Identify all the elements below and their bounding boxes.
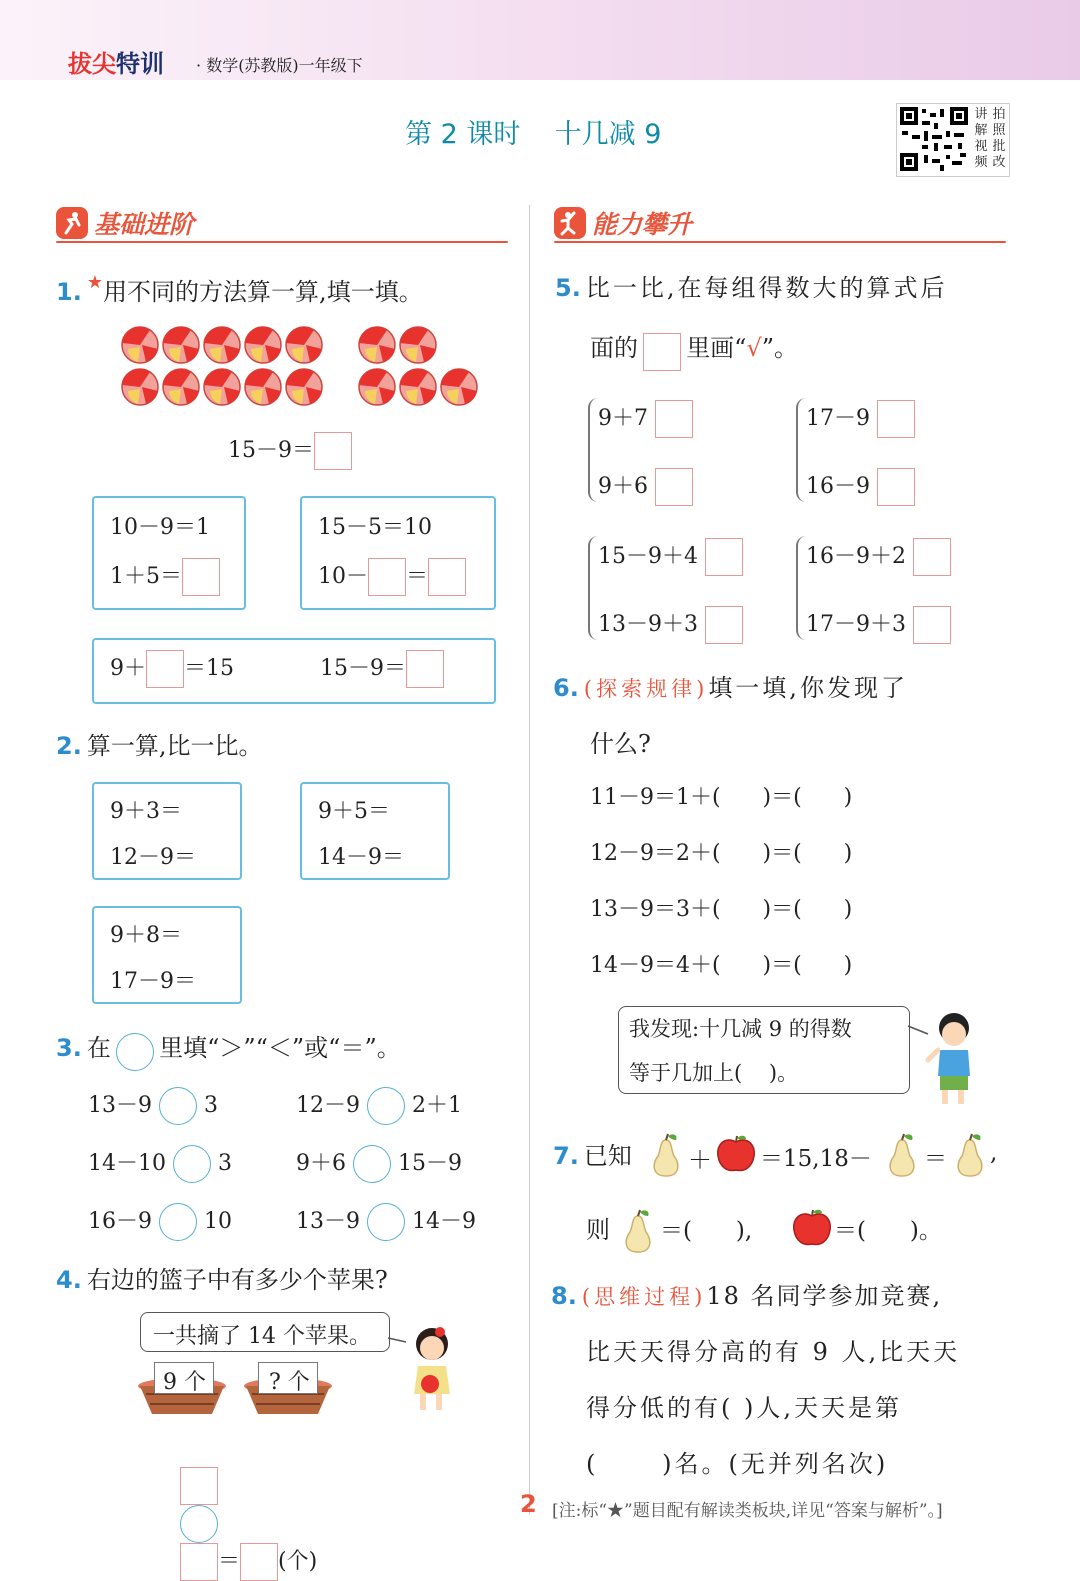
q3-row-3a: 16－9 10	[88, 1203, 232, 1241]
qr-code[interactable]	[896, 103, 1010, 177]
runner-icon	[56, 207, 88, 239]
check-box[interactable]	[705, 538, 743, 576]
section-underline	[554, 241, 1006, 243]
answer-box[interactable]	[406, 650, 444, 688]
check-box[interactable]	[655, 400, 693, 438]
pear-icon	[646, 1132, 686, 1178]
pear-icon	[618, 1204, 658, 1254]
check-box[interactable]	[913, 538, 951, 576]
qr-code-icon	[900, 107, 968, 171]
q3-row-3b: 13－9 14－9	[296, 1203, 476, 1241]
q6-row[interactable]: 12－9＝2＋( )＝( )	[590, 841, 853, 866]
q6-row[interactable]: 11－9＝1＋( )＝( )	[590, 785, 853, 810]
q6-speech-bubble: 我发现:十几减 9 的得数 等于几加上( )。	[618, 1006, 910, 1094]
answer-box[interactable]	[428, 558, 466, 596]
q3-row-2b: 9＋6 15－9	[296, 1145, 462, 1183]
q8-line2: 比天天得分高的有 9 人,比天天	[586, 1338, 961, 1366]
basket-label-2: ? 个	[258, 1362, 318, 1394]
answer-box[interactable]	[240, 1543, 278, 1581]
basket-label-1: 9 个	[154, 1362, 214, 1394]
answer-box[interactable]	[180, 1543, 218, 1581]
check-box[interactable]	[877, 400, 915, 438]
compare-circle[interactable]	[367, 1087, 405, 1125]
compare-circle[interactable]	[353, 1145, 391, 1183]
check-box[interactable]	[877, 468, 915, 506]
girl-icon	[386, 1318, 464, 1418]
q4-speech-bubble: 一共摘了 14 个苹果。	[140, 1312, 390, 1352]
check-box[interactable]	[655, 468, 693, 506]
check-icon: √	[746, 334, 762, 362]
lesson-title: 第 2 课时 十几减 9	[405, 119, 662, 150]
q8-prompt: 8. (思维过程)18 名同学参加竞赛,	[551, 1282, 943, 1310]
q3-prompt: 3. 在 里填“＞”“＜”或“＝”。	[56, 1028, 401, 1071]
q6-row[interactable]: 13－9＝3＋( )＝( )	[590, 897, 853, 922]
column-divider	[529, 205, 530, 1515]
q2-prompt: 2. 算一算,比一比。	[56, 732, 263, 760]
q3-row-2a: 14－10 3	[88, 1145, 232, 1183]
book-title: · 数学(苏教版)一年级下	[196, 56, 363, 75]
q7-prompt: 7. 已知	[553, 1142, 632, 1170]
apple-icon	[790, 1206, 834, 1250]
section-advanced	[554, 205, 1006, 245]
page-number: 2	[520, 1490, 537, 1518]
q3-row-1a: 13－9 3	[88, 1087, 218, 1125]
apple-icon	[714, 1132, 758, 1176]
pear-icon	[950, 1132, 990, 1178]
equals-sign: ＝	[924, 1146, 947, 1172]
q7-answer-apple[interactable]: ＝( )。	[834, 1218, 942, 1244]
q1-method-c: 9＋ ＝15 15－9＝	[92, 638, 496, 704]
plus-sign: ＋	[688, 1146, 712, 1174]
q2-box-1: 9＋3＝ 12－9＝	[92, 782, 242, 880]
brace	[796, 398, 806, 502]
compare-circle[interactable]	[173, 1145, 211, 1183]
q2-box-2: 9＋5＝ 14－9＝	[300, 782, 450, 880]
section-basic	[56, 205, 508, 245]
brace	[588, 536, 598, 640]
q1-method-b: 15－5＝10 10－ ＝	[300, 496, 496, 610]
section-underline	[56, 241, 508, 243]
circle-icon	[116, 1033, 154, 1071]
q4-prompt: 4. 右边的篮子中有多少个苹果?	[56, 1266, 388, 1294]
check-box[interactable]	[705, 606, 743, 644]
q8-line3[interactable]: 得分低的有( )人,天天是第	[586, 1394, 902, 1422]
q5-prompt: 5. 比一比,在每组得数大的算式后	[555, 274, 948, 302]
boy-icon	[906, 1006, 982, 1110]
climber-icon	[554, 207, 586, 239]
section-title: 基础进阶	[94, 210, 195, 239]
answer-box[interactable]	[182, 558, 220, 596]
q7-equation-part: ＝15,18－	[760, 1146, 872, 1172]
q2-box-3: 9＋8＝ 17－9＝	[92, 906, 242, 1004]
answer-box[interactable]	[180, 1467, 218, 1505]
answer-box[interactable]	[314, 432, 352, 470]
brand-logo: 拔尖特训	[68, 50, 164, 78]
answer-box[interactable]	[368, 558, 406, 596]
q8-line4[interactable]: ( )名。(无并列名次)	[586, 1450, 889, 1478]
section-title: 能力攀升	[592, 210, 693, 239]
q3-row-1b: 12－9 2＋1	[296, 1087, 462, 1125]
square-icon	[643, 333, 681, 371]
answer-box[interactable]	[146, 650, 184, 688]
q5-prompt-line2: 面的 里画“√”。	[590, 328, 798, 371]
balls-left-group	[122, 327, 322, 405]
footer-note: [注:标“★”题目配有解读类板块,详见“答案与解析”。]	[552, 1501, 943, 1521]
q6-prompt-line2: 什么?	[590, 730, 651, 758]
balls-illustration	[115, 320, 485, 412]
q1-prompt: 1. ★用不同的方法算一算,填一填。	[56, 272, 423, 306]
q7-then: 则	[586, 1216, 610, 1244]
operator-circle[interactable]	[180, 1505, 218, 1543]
q6-row[interactable]: 14－9＝4＋( )＝( )	[590, 953, 853, 978]
brace	[588, 398, 598, 502]
compare-circle[interactable]	[159, 1203, 197, 1241]
balls-right-group	[359, 327, 477, 405]
q1-method-a: 10－9＝1 1＋5＝	[92, 496, 246, 610]
q7-answer-pear[interactable]: ＝( ),	[660, 1218, 753, 1244]
brace	[796, 536, 806, 640]
q1-equation: 15－9＝	[228, 432, 352, 470]
q6-prompt: 6. (探索规律)填一填,你发现了	[553, 674, 908, 702]
compare-circle[interactable]	[159, 1087, 197, 1125]
compare-circle[interactable]	[367, 1203, 405, 1241]
pear-icon	[882, 1132, 922, 1178]
qr-caption: 讲 拍 解 照 视 批 频 改	[974, 107, 1006, 170]
check-box[interactable]	[913, 606, 951, 644]
star-icon: ★	[86, 272, 104, 293]
q4-equation: ＝ (个)	[166, 1442, 317, 1581]
